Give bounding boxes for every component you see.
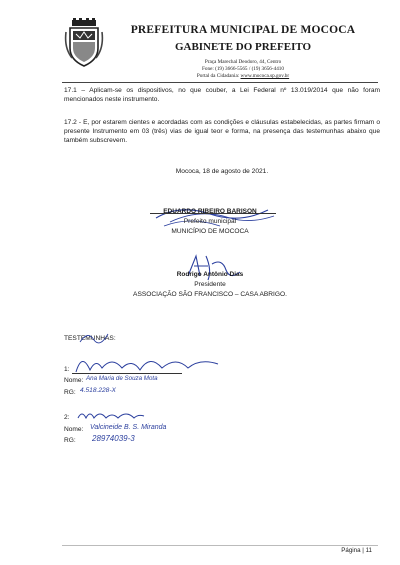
- association-org: ASSOCIAÇÃO SÃO FRANCISCO – CASA ABRIGO.: [133, 291, 287, 298]
- header-phone: Fone: (19) 3666-5565 / (19) 3656-4410: [202, 66, 284, 72]
- witness-2-signature-scribble: [76, 406, 146, 424]
- portal-link[interactable]: www.mococa.sp.gov.br: [240, 73, 290, 79]
- witness-2-name-label: Nome:: [64, 426, 84, 433]
- portal-label: Portal da Cidadania:: [196, 73, 240, 79]
- clause-17-1: 17.1 – Aplicam-se os dispositivos, no que couber, a Lei Federal nº 13.019/2014 que não foram mencionados neste instrumento.: [64, 87, 380, 104]
- witness-2-number: 2:: [64, 414, 70, 421]
- witness-1-name: Ana Maria de Souza Mota: [86, 375, 158, 382]
- witness-1-number: 1:: [64, 366, 70, 373]
- witness-1-rg: 4.518.228-X: [80, 387, 116, 394]
- witness-2-rg-label: RG:: [64, 437, 76, 444]
- mayor-name: EDUARDO RIBEIRO BARISON: [163, 208, 257, 215]
- witness-2-name: Valcineide B. S. Miranda: [90, 424, 167, 431]
- clause-17-2: 17.2 - E, por estarem cientes e acordadas com as condições e cláusulas estabelecidas, as partes firmam o presente Instrumento em 03 (três) vias de igual teor e forma, na presença das testemunhas abaixo que também subscrevem.: [64, 119, 380, 145]
- witness-2-rg: 28974039-3: [92, 434, 135, 443]
- witnesses-heading: TESTEMUNHAS:: [64, 335, 116, 342]
- header-title: PREFEITURA MUNICIPAL DE MOCOCA: [130, 24, 356, 36]
- header-subtitle: GABINETE DO PREFEITO: [174, 41, 312, 53]
- header-address: Praça Marechal Deodoro, 44, Centro: [204, 59, 282, 65]
- witnesses-heading-mark: [78, 328, 118, 348]
- mayor-role: Prefeito municipal: [183, 218, 237, 225]
- witness-1-signature-scribble: [72, 350, 222, 376]
- municipal-crest-icon: [64, 18, 104, 68]
- president-name: Rodrigo Antônio Dias: [176, 271, 244, 278]
- mayor-org: MUNICÍPIO DE MOCOCA: [171, 228, 249, 235]
- header-divider: [62, 82, 378, 83]
- witness-1-name-label: Nome:: [64, 377, 84, 384]
- page-number: Página | 11: [341, 547, 372, 554]
- header-portal: [108, 73, 378, 80]
- footer-divider: [62, 545, 378, 546]
- date-line: Mococa, 18 de agosto de 2021.: [175, 168, 269, 175]
- president-role: Presidente: [194, 281, 226, 288]
- witness-1-rg-label: RG:: [64, 389, 76, 396]
- president-signature-scribble: [178, 250, 248, 284]
